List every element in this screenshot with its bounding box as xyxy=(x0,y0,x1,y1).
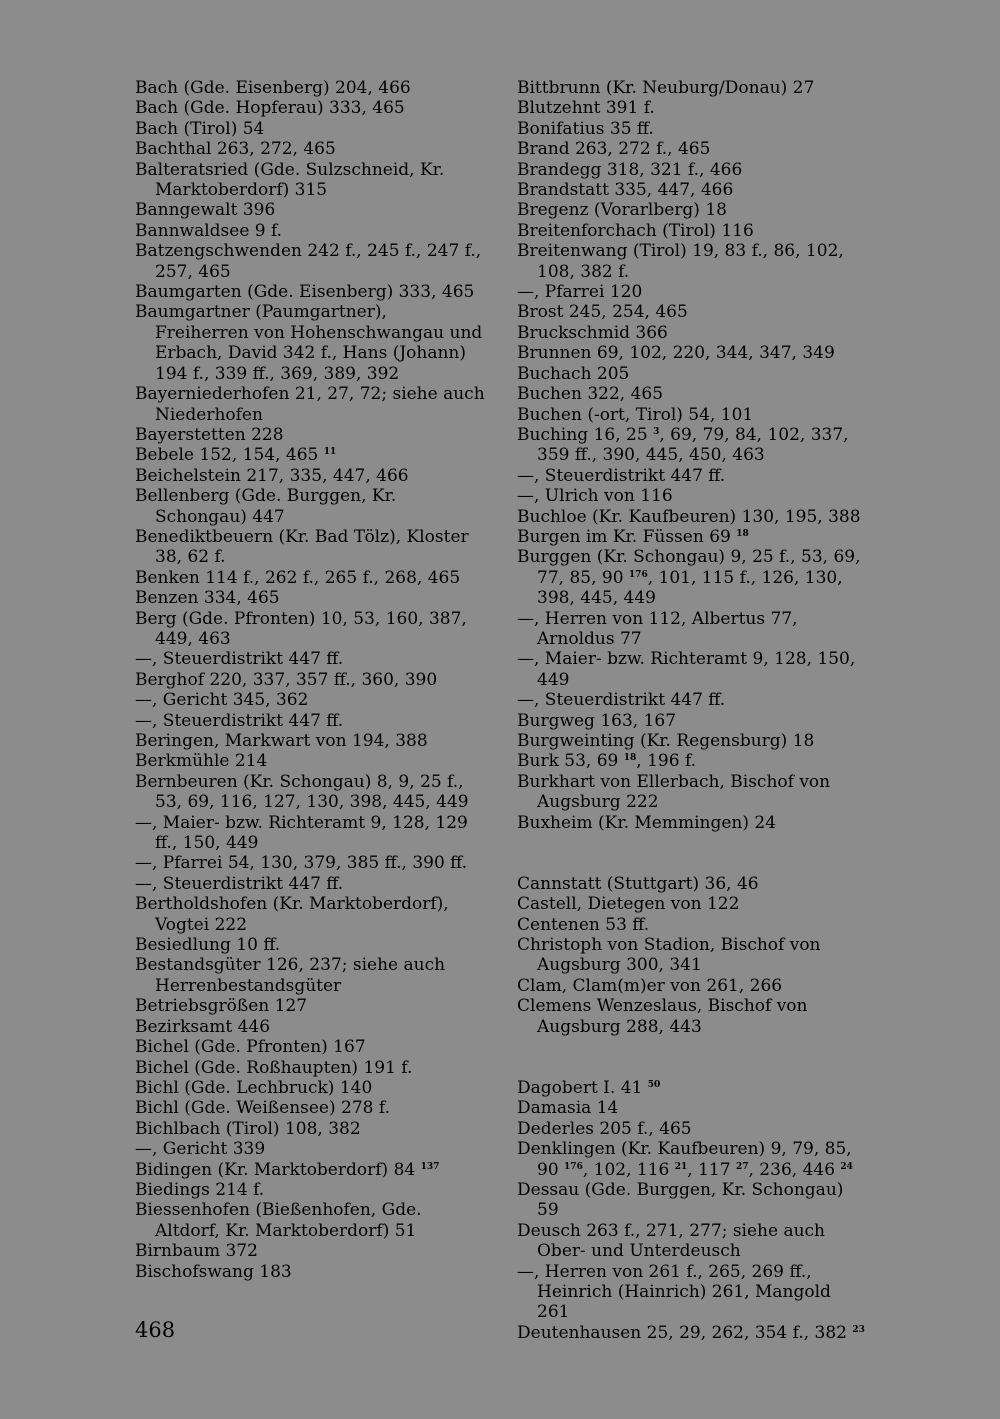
index-entry: Christoph von Stadion, Bischof von Augsburg 300, 341 xyxy=(517,935,826,976)
index-entry: Centenen 53 ff. xyxy=(517,914,650,935)
index-entry: —, Maier- bzw. Richteramt 9, 128, 129 ff., 150, 449 xyxy=(135,812,474,854)
index-entry: Burkhart von Ellerbach, Bischof von Augsburg 222 xyxy=(517,771,836,813)
index-entry: Bittbrunn (Kr. Neuburg/Donau) 27 xyxy=(517,78,815,98)
index-entry: Clam, Clam(m)er von 261, 266 xyxy=(517,975,783,996)
index-entry: Benzen 334, 465 xyxy=(135,588,280,609)
index-entry: Dagobert I. 41 $^{50}$ xyxy=(517,1077,661,1098)
index-entry: Damasia 14 xyxy=(517,1098,619,1119)
index-entry: Besiedlung 10 ff. xyxy=(135,935,281,956)
index-entry: Bayerstetten 228 xyxy=(135,424,284,445)
index-entry: Buching 16, 25 $^3$, 69, 79, 84, 102, 337, 359 ff., 390, 445, 450, 463 xyxy=(517,424,854,466)
index-entry: Bellenberg (Gde. Burggen, Kr. Schongau) 447 xyxy=(135,486,402,527)
index-entry: Banngewalt 396 xyxy=(135,200,276,221)
index-entry: Bernbeuren (Kr. Schongau) 8, 9, 25 f., 53, 69, 116, 127, 130, 398, 445, 449 xyxy=(135,771,469,813)
index-entry: Biessenhofen (Bießenhofen, Gde. Altdorf, Kr. Marktoberdorf) 51 xyxy=(135,1200,427,1241)
index-entry: Bonifatius 35 ff. xyxy=(517,118,654,139)
index-entry: Bruckschmid 366 xyxy=(517,322,668,343)
index-entry: Bichl (Gde. Lechbruck) 140 xyxy=(135,1077,373,1098)
index-entry: Bregenz (Vorarlberg) 18 xyxy=(517,200,727,221)
index-entry: Brunnen 69, 102, 220, 344, 347, 349 xyxy=(517,343,835,364)
index-entry: —, Pfarrei 120 xyxy=(517,282,643,303)
index-entry: Bertholdshofen (Kr. Marktoberdorf), Vogtei 222 xyxy=(135,894,455,935)
index-entry: Baumgartner (Paumgartner), Freiherren von Hohenschwangau und Erbach, David 342 f., Hans (Johann) 194 f., 339 ff., 369, 389, 392 xyxy=(135,302,488,384)
index-entry: Breitenwang (Tirol) 19, 83 f., 86, 102, 108, 382 f. xyxy=(517,241,850,282)
index-entry: —, Gericht 345, 362 xyxy=(135,690,309,711)
index-entry: Burggen (Kr. Schongau) 9, 25 f., 53, 69, 77, 85, 90 $^{176}$, 101, 115 f., 126, 130, 398, 445, 449 xyxy=(517,547,866,609)
index-entry: Birnbaum 372 xyxy=(135,1241,258,1262)
index-entry: Cannstatt (Stuttgart) 36, 46 xyxy=(517,873,759,894)
index-entry: —, Steuerdistrikt 447 ff. xyxy=(135,649,344,670)
index-entry: Buxheim (Kr. Memmingen) 24 xyxy=(517,812,777,833)
index-column-left xyxy=(135,78,491,1282)
index-entry: Brandstatt 335, 447, 466 xyxy=(517,180,734,201)
index-entry: —, Ulrich von 116 xyxy=(517,486,673,507)
index-entry: Bebele 152, 154, 465 $^{11}$ xyxy=(135,445,337,466)
index-entry: —, Herren von 261 f., 265, 269 ff., Heinrich (Hainrich) 261, Mangold 261 xyxy=(517,1261,837,1323)
index-entry: —, Herren von 112, Albertus 77, Arnoldus 77 xyxy=(517,608,803,649)
index-entry: Brand 263, 272 f., 465 xyxy=(517,139,711,160)
index-entry: Benediktbeuern (Kr. Bad Tölz), Kloster 38, 62 f. xyxy=(135,526,475,568)
index-entry: —, Maier- bzw. Richteramt 9, 128, 150, 449 xyxy=(517,649,861,690)
index-entry: —, Gericht 339 xyxy=(135,1139,266,1160)
index-entry: Batzengschwenden 242 f., 245 f., 247 f., 257, 465 xyxy=(135,241,487,282)
index-entry: Betriebsgrößen 127 xyxy=(135,996,308,1017)
index-entry: Bichel (Gde. Roßhaupten) 191 f. xyxy=(135,1057,413,1078)
index-entry: Dederles 205 f., 465 xyxy=(517,1118,692,1139)
index-entry: Brandegg 318, 321 f., 466 xyxy=(517,159,743,180)
index-entry: Bichlbach (Tirol) 108, 382 xyxy=(135,1118,361,1139)
index-column-right xyxy=(517,78,867,1343)
index-entry: Buchen (-ort, Tirol) 54, 101 xyxy=(517,404,754,425)
index-entry: Bidingen (Kr. Marktoberdorf) 84 $^{137}$ xyxy=(135,1159,440,1180)
index-entry: Beichelstein 217, 335, 447, 466 xyxy=(135,465,409,486)
index-entry: Burgweinting (Kr. Regensburg) 18 xyxy=(517,731,815,751)
index-entry: Buchen 322, 465 xyxy=(517,384,664,405)
index-entry: —, Steuerdistrikt 447 ff. xyxy=(135,873,344,894)
index-entry: Bichl (Gde. Weißensee) 278 f. xyxy=(135,1098,390,1119)
index-entry: Dessau (Gde. Burggen, Kr. Schongau) 59 xyxy=(517,1179,849,1221)
index-entry: Bischofswang 183 xyxy=(135,1261,292,1282)
index-entry: —, Pfarrei 54, 130, 379, 385 ff., 390 ff. xyxy=(135,853,468,874)
index-entry: Bezirksamt 446 xyxy=(135,1016,271,1037)
index-entry: Brost 245, 254, 465 xyxy=(517,302,688,323)
index-entry: —, Steuerdistrikt 447 ff. xyxy=(135,710,344,731)
index-entry: Bach (Tirol) 54 xyxy=(135,118,265,139)
index-entry: Berg (Gde. Pfronten) 10, 53, 160, 387, 449, 463 xyxy=(135,608,473,649)
index-entry: Balteratsried (Gde. Sulzschneid, Kr. Marktoberdorf) 315 xyxy=(135,159,450,201)
index-entry: Deutenhausen 25, 29, 262, 354 f., 382 $^{23}$ xyxy=(517,1322,865,1343)
index-entry: Berkmühle 214 xyxy=(135,751,268,772)
index-entry: Baumgarten (Gde. Eisenberg) 333, 465 xyxy=(135,282,475,303)
index-entry: Denklingen (Kr. Kaufbeuren) 9, 79, 85, 90 $^{176}$, 102, 116 $^{21}$, 117 $^{27}$, 236, 446 $^{24}$ xyxy=(517,1139,858,1180)
index-entry: Deusch 263 f., 271, 277; siehe auch Ober- und Unterdeusch xyxy=(517,1220,831,1262)
index-entry: Burgweg 163, 167 xyxy=(517,710,677,731)
index-entry: Blutzehnt 391 f. xyxy=(517,98,655,119)
index-entry: Bach (Gde. Hopferau) 333, 465 xyxy=(135,98,405,119)
index-entry: Bayerniederhofen 21, 27, 72; siehe auch Niederhofen xyxy=(135,384,491,425)
index-entry: Burk 53, 69 $^{18}$, 196 f. xyxy=(517,751,697,772)
index-entry: Bach (Gde. Eisenberg) 204, 466 xyxy=(135,78,411,98)
index-entry: Bachthal 263, 272, 465 xyxy=(135,139,336,160)
index-entry: —, Steuerdistrikt 447 ff. xyxy=(517,465,726,486)
section-gap xyxy=(517,833,867,874)
index-entry: Biedings 214 f. xyxy=(135,1179,265,1200)
index-entry: Bestandsgüter 126, 237; siehe auch Herrenbestandsgüter xyxy=(135,955,451,996)
index-entry: Berghof 220, 337, 357 ff., 360, 390 xyxy=(135,669,438,690)
section-gap xyxy=(517,1037,867,1078)
index-entry: Clemens Wenzeslaus, Bischof von Augsburg 288, 443 xyxy=(517,996,813,1037)
page-number: 468 xyxy=(135,1318,176,1342)
index-entry: Burgen im Kr. Füssen 69 $^{18}$ xyxy=(517,526,749,547)
index-entry: Bichel (Gde. Pfronten) 167 xyxy=(135,1037,366,1058)
index-entry: Buchach 205 xyxy=(517,363,630,384)
index-entry: Buchloe (Kr. Kaufbeuren) 130, 195, 388 xyxy=(517,506,861,527)
index-entry: Castell, Dietegen von 122 xyxy=(517,894,740,915)
index-entry: Beringen, Markwart von 194, 388 xyxy=(135,731,428,751)
index-entry: Bannwaldsee 9 f. xyxy=(135,220,283,241)
index-entry: —, Steuerdistrikt 447 ff. xyxy=(517,690,726,711)
index-entry: Breitenforchach (Tirol) 116 xyxy=(517,220,754,241)
index-entry: Benken 114 f., 262 f., 265 f., 268, 465 xyxy=(135,567,461,588)
